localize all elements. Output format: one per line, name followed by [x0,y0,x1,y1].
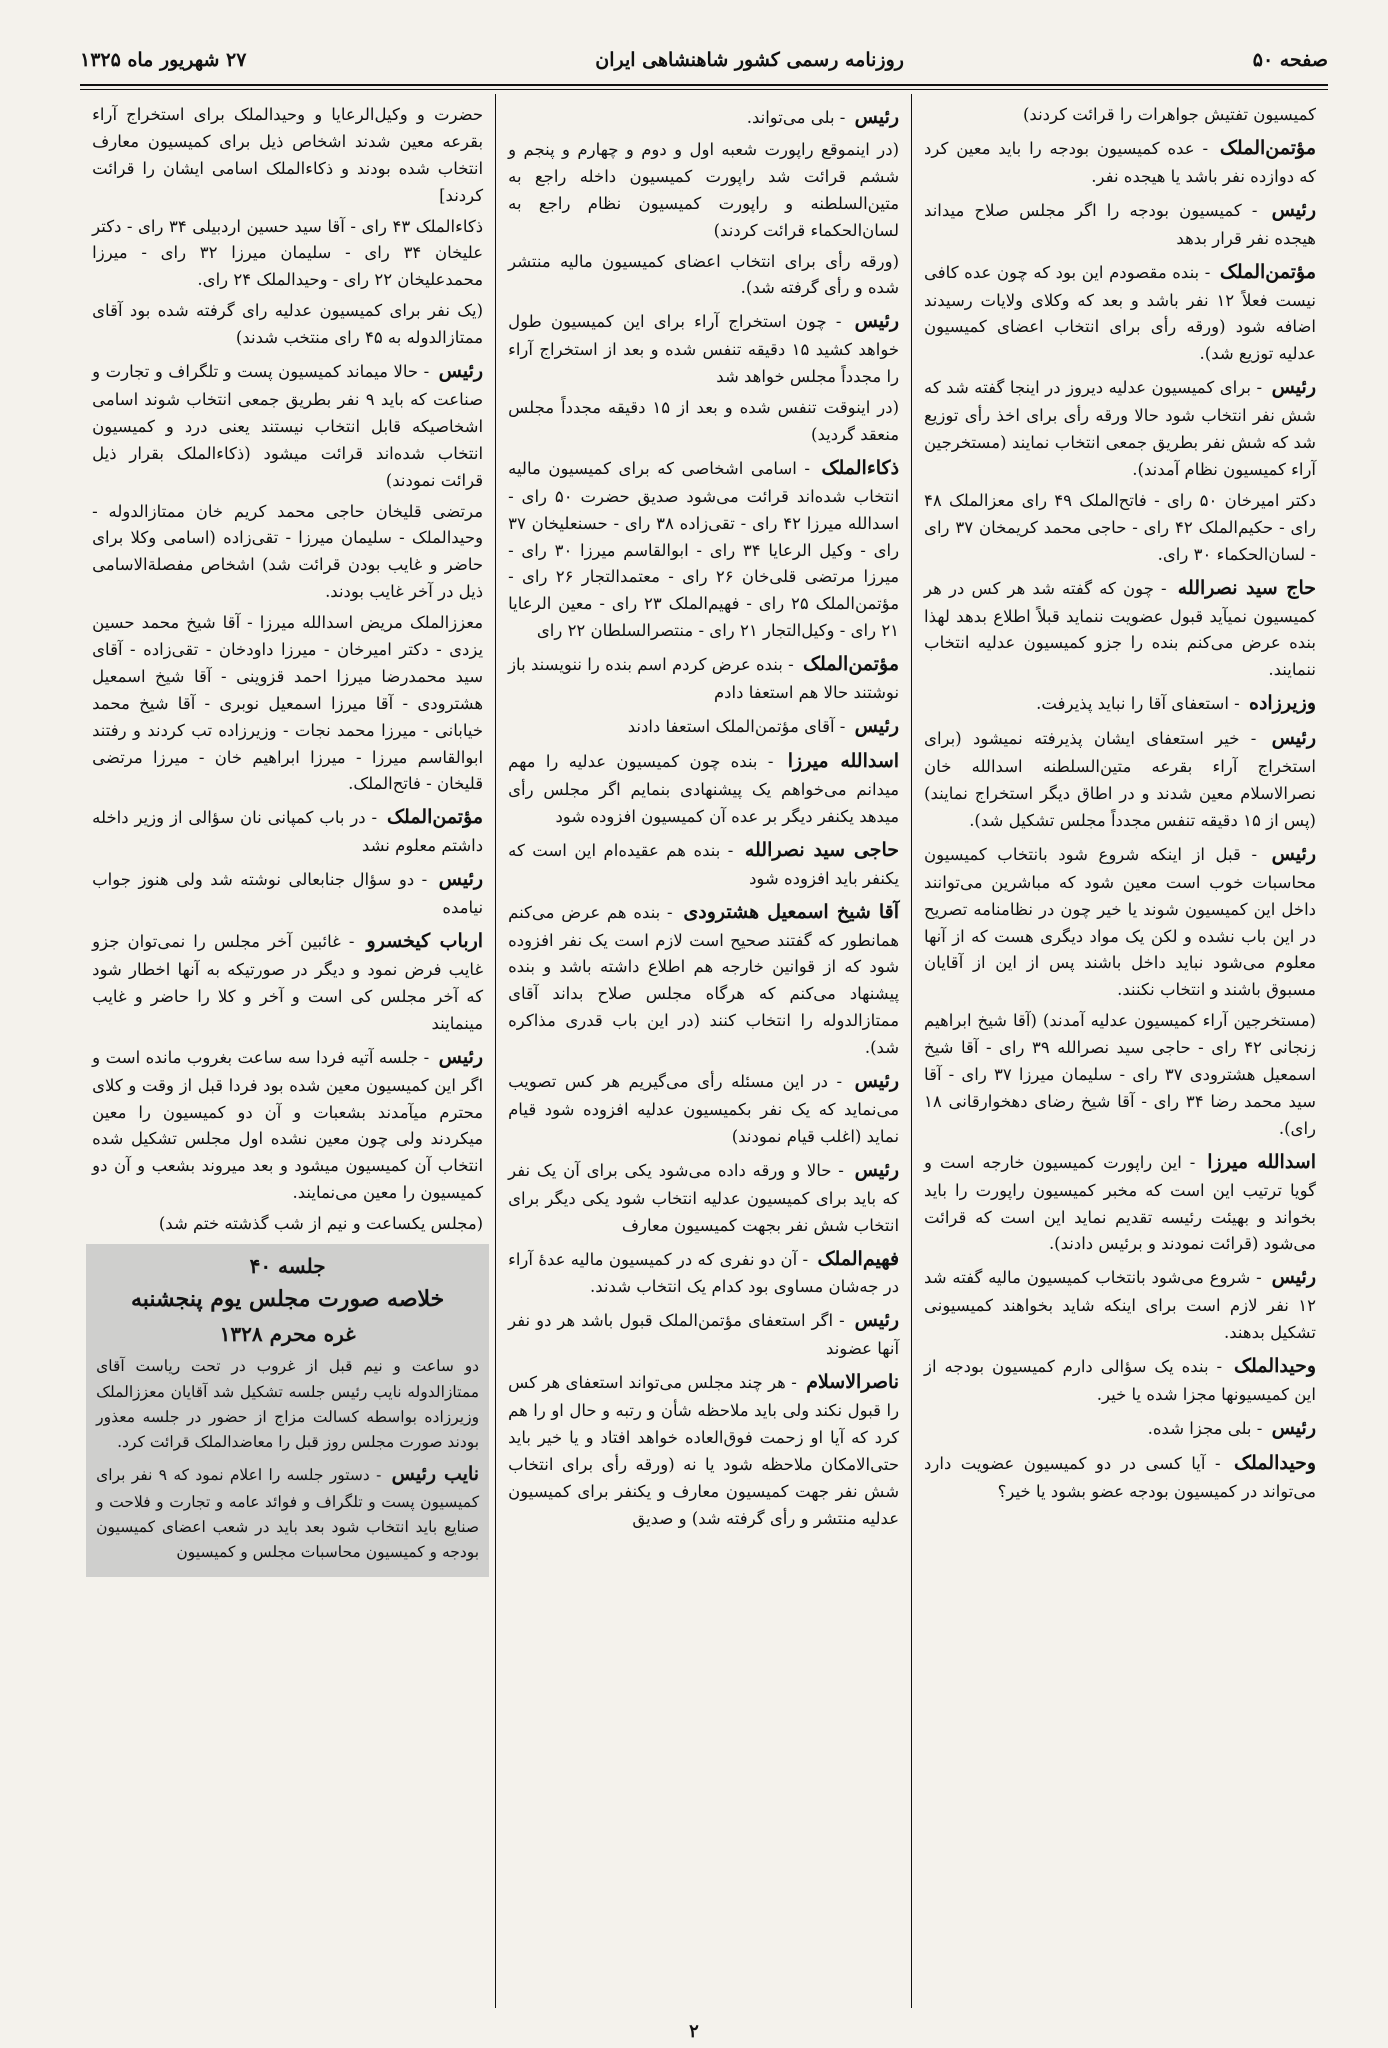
page-label: صفحه ۵۰ [1252,49,1328,71]
paragraph [924,839,1316,1004]
page-header [80,40,1328,80]
speaker-name: رئیس [1271,1266,1316,1289]
paragraph-text: - آقای مؤتمن‌الملک استعفا دادند [627,717,851,737]
paragraph [924,195,1316,253]
paragraph [924,1147,1316,1259]
paragraph-text: - جلسه آتیه فردا سه ساعت بغروب مانده است و اگر این کمیسیون معین شده بود فردا قبل از وقت و کلای محترم میآمدند بشعبات و آن دو کمیسیون را معین میکردند ولی چون معین نشده اول مجلس تشکیل شده انتخاب آن کمیسیون میشود و بعد میروند بشعب و آن دو کمیسیون را معین می‌نمایند. [92,1047,484,1203]
page-number: ۲ [689,2021,699,2042]
paragraph-text: - شروع می‌شود بانتخاب کمیسیون مالیه گفته شد ۱۲ نفر لازم است برای اینکه شاید بخواهند کمیسیونی تشکیل بدهند. [924,1268,1316,1343]
paragraph [924,1008,1316,1142]
paragraph [92,214,483,295]
paragraph [508,835,899,893]
paragraph-text: - برای کمیسیون عدلیه دیروز در اینجا گفته شد که شش نفر انتخاب شود حالا ورقه رأی برای اخذ رأی توزیع شد که شش نفر بطریق جمعی انتخاب نمایند (مستخرجین آراء کمیسیون نظام آمدند). [924,378,1316,479]
paragraph-text: (یک نفر برای کمیسیون عدلیه رای گرفته شده بود آقای ممتازالدوله به ۴۵ رای منتخب شدند) [92,301,484,348]
paragraph [508,649,899,707]
speaker-name: رئیس [854,310,900,333]
speaker-name: رئیس [438,868,484,891]
paragraph-text: (در اینوقت تنفس شده و بعد از ۱۵ دقیقه مجدداً مجلس منعقد گردید) [508,398,900,444]
paragraph [924,1262,1316,1347]
column-left-paragraphs [92,102,483,1238]
paragraph [924,1448,1316,1506]
speaker-name: رئیس [854,1070,900,1093]
paragraph-text: مرتضی قلیخان حاجی محمد کریم خان ممتازالدوله - وحیدالملک - سلیمان میرزا - تقی‌زاده (اسامی وکلا برای حاضر و غایب بودن قرائت شد) اشخاص مفصلةالاسامی ذیل در آخر غایب بودند. [92,501,484,602]
paragraph-text: حضرت و وکیل‌الرعایا و وحیدالملک برای استخراج آراء بقرعه معین شدند اشخاص ذیل برای کمیسیون معارف انتخاب شده بودند و ذکاءالملک اسامی ایشان را قرائت کردند] [92,105,484,205]
session-body: دو ساعت و نیم قبل از غروب در تحت ریاست آقای ممتازالدوله نایب رئیس جلسه تشکیل شد آقایان معززالملک وزیرزاده بواسطه کسالت مزاج از حضور در جلسه معذور بودند صورت مجلس روز قبل را معاضدالملک قرائت کرد. [96,1357,480,1451]
paragraph-text: (مستخرجین آراء کمیسیون عدلیه آمدند) (آقا شیخ ابراهیم زنجانی ۴۲ رای - حاجی سید نصرالله ۳۹ رای - آقا شیخ اسمعیل هشترودی ۳۷ رای - سلیمان میرزا ۳۷ رای - آقا سید محمد رضا ۳۴ رای - آقا شیخ رضای دهخوارقانی ۱۸ رای). [924,1011,1316,1138]
paragraph-text: - عده کمیسیون بودجه را باید معین کرد که دوازده نفر باشد یا هیجده نفر. [924,138,1316,186]
speaker-name: ناصرالاسلام [806,1371,900,1394]
speaker-name: رئیس [438,1045,484,1068]
paragraph-text: معززالملک مریض اسدالله میرزا - آقا شیخ محمد حسین یزدی - دکتر امیرخان - میرزا داودخان - تقی‌زاده - آقای سید محمدرضا میرزا احمد قزوینی - آقا شیخ اسمعیل هشترودی - آقا میرزا اسمعیل نوبری - آقا شیخ محمد خیابانی - میرزا محمد نجات - وزیرزاده تب کردند و رفتند ابوالقاسم میرزا - میرزا ابراهیم خان - میرزا مرتضی قلیخان - فاتح‌الملک. [92,613,484,794]
speaker-name: رئیس [1271,842,1316,865]
paragraph [508,102,899,133]
paragraph-text: - بنده یک سؤالی دارم کمیسیون بودجه از این کمیسیونها مجزا شده یا خیر. [924,1357,1316,1405]
paragraph [508,1305,899,1363]
paragraph-text: ذکاءالملک ۴۳ رای - آقا سید حسین اردبیلی ۳۴ رای - دکتر علیخان ۳۴ رای - سلیمان میرزا ۳۲ رای - میرزا محمدعلیخان ۲۲ رای - وحیدالملک ۲۴ رای. [92,216,484,290]
speaker-name: فهیم‌الملک [817,1247,900,1270]
speaker-name: رئیس [854,106,900,128]
speaker-name: حاجی سید نصرالله [744,838,900,861]
paragraph-text: - بنده عرض کردم اسم بنده را ننویسند باز نوشتند حالا هم استعفا دادم [508,655,900,703]
paragraph [508,453,899,645]
header-rule [80,84,1328,86]
speaker-name: وحیدالملک [1234,1355,1316,1378]
paragraph-text: - استعفای آقا را نباید پذیرفت. [1036,694,1245,714]
speaker-name: مؤتمن‌الملک [802,653,900,676]
paragraph [924,488,1316,569]
paragraph-text: - حالا میماند کمیسیون پست و تلگراف و تجارت و صناعت که باید ۹ نفر بطریق جمعی انتخاب شوند اسامی اشخاصیکه قابل انتخاب نیستند یعنی درد و کمیسیون انتخاب شده‌اند قرائت میشود (ذکاءالملک بقرار ذیل قرائت نمودند) [92,362,484,490]
paragraph [924,723,1316,835]
paragraph-text: (در اینموقع راپورت شعبه اول و دوم و چهارم و پنجم و ششم قرائت شد راپورت کمیسیون داخله راجع به متین‌السلطنه و راپورت کمیسیون نظام راجع به لسان‌الحکماء قرائت کردند) [508,139,900,240]
session-title: خلاصه صورت مجلس یوم پنجشنبه [130,1286,445,1313]
paragraph [508,1367,899,1532]
issue-date: ۲۷ شهریور ماه ۱۳۲۵ [80,49,247,71]
speaker-name: حاج سید نصرالله [1177,576,1317,599]
speaker-name: مؤتمن‌الملک [1219,136,1316,159]
paragraph-text: - این راپورت کمیسیون خارجه است و گویا ترتیب این است که مخبر کمیسیون راپورت را باید بخواند و بهیئت رئیسه تقدیم نماید این است که قرائت می‌شود (قرائت نمودند و برئیس دادند). [924,1152,1316,1254]
paragraph [92,1042,483,1207]
paragraph [92,499,483,607]
paragraph [92,864,483,922]
header-rule-thin [80,89,1328,90]
paragraph [508,1244,899,1302]
paragraph-text: - قبل از اینکه شروع شود بانتخاب کمیسیون محاسبات خوب است معین شود که مباشرین می‌توانند داخل این کمیسیون شوند یا خیر چون در نظامنامه تصریح در این باب نشده و لکن یک مواد دیگری هست که از آنها معلوم می‌شود نباید داخل باشند پس از این از آقایان مسبوق باشند و انتخاب نکنند. [924,844,1316,1000]
paragraph [924,372,1316,484]
paragraph-text: (ورقه رأی برای انتخاب اعضای کمیسیون مالیه منتشر شده و رأی گرفته شد). [508,251,900,298]
paragraph [508,897,899,1062]
speaker-name: آقا شیخ اسمعیل هشترودی [683,900,900,923]
paragraph-text: دکتر امیرخان ۵۰ رای - فاتح‌الملک ۴۹ رای معزالملک ۴۸ رای - حکیم‌الملک ۴۲ رای - حاجی محمد کریمخان ۳۷ رای - لسان‌الحکماء ۳۰ رای. [924,490,1316,564]
columns [80,94,1328,2008]
paragraph [92,926,483,1038]
speaker-name: رئیس [854,1309,900,1332]
session-closing-speaker: نایب رئیس [391,1462,480,1485]
paragraph-text: - بنده مقصودم این بود که چون عده کافی نیست فعلاً ۱۲ نفر باشد و بعد که وکلای ولایات رسیدند اضافه شود (ورقه رأی برای انتخاب اعضای کمیسیون عدلیه توزیع شد). [924,262,1316,364]
paragraph [508,395,899,449]
session-number: جلسه ۴۰ [249,1254,326,1279]
paragraph-text: - آن دو نفری که در کمیسیون مالیه عدهٔ آراء در جه‌شان مساوی بود کدام یک انتخاب شدند. [508,1249,900,1297]
paragraph [508,249,899,303]
paragraph-text: - بنده هم عرض می‌کنم همانطور که گفتند صحیح است لازم است یک نفر افزوده شود که از قوانین خارجه هم اطلاع داشته باشد و بنده پیشنهاد می‌کنم که هرگاه مجلس صلاح بداند آقای ممتازالدوله را انتخاب کنند (در این باب قدری مذاکره شد). [508,902,900,1058]
paragraph [924,133,1316,191]
session-closing-text: - دستور جلسه را اعلام نمود که ۹ نفر برای کمیسیون پست و تلگراف و فوائد عامه و تجارت و فلاحت و صنایع باید انتخاب شود بعد باید در شعب اعضای کمیسیون بودجه و کمیسیون محاسبات مجلس و کمیسیون [96,1465,480,1561]
session-closing [96,1459,479,1565]
paragraph [508,711,899,742]
paragraph [924,102,1316,129]
paragraph-text: - در باب کمپانی نان سؤالی از وزیر داخله داشتم معلوم نشد [92,808,484,856]
speaker-name: رئیس [1271,1416,1316,1439]
paragraph [924,1413,1316,1444]
paragraph-text: - اسامی اشخاصی که برای کمیسیون مالیه انتخاب شده‌اند قرائت می‌شود صدیق حضرت ۵۰ رای - اسدالله میرزا ۴۲ رای - تقی‌زاده ۳۸ رای - حسنعلیخان ۳۷ رای - وکیل الرعایا ۳۴ رای - ابوالقاسم میرزا ۳۰ رای - میرزا مرتضی قلی‌خان ۲۶ رای - معتمدالتجار ۲۶ رای - مؤتمن‌الملک ۲۵ رای - فهیم‌الملک ۲۳ رای - معین الرعایا ۲۱ رای - وکیل‌التجار ۲۱ رای - منتصرالسلطان ۲۲ رای [508,458,900,641]
speaker-name: ذکاءالملک [821,456,900,479]
speaker-name: رئیس [854,1158,900,1181]
speaker-name: وزیرزاده [1249,692,1316,715]
paragraph [508,746,899,831]
paragraph-text: - چون استخراج آراء برای این کمیسیون طول خواهد کشید ۱۵ دقیقه تنفس شده و بعد از استخراج آراء را مجدداً مجلس خواهد شد [508,312,900,387]
session-40-box [86,1244,489,1577]
paragraph-text: کمیسیون تفتیش جواهرات را قرائت کردند) [1022,105,1316,124]
paragraph-text: - چون که گفته شد هر کس در هر کمیسیون نمیآید قبول عضویت ننماید قبلاً اطلاع بدهد لهذا بنده عرض می‌کنم بنده را جزو کمیسیون عدلیه انتخاب ننمایند. [924,578,1316,680]
paragraph [508,137,899,245]
speaker-name: رئیس [438,360,484,383]
paragraph-text: (مجلس یکساعت و نیم از شب گذشته ختم شد) [158,1214,484,1234]
paragraph [92,610,483,798]
paragraph [508,1155,899,1240]
paragraph-text: - غائبین آخر مجلس را نمی‌توان جزو غایب فرض نمود و دیگر در صورتیکه به آنها اخطار شود که آخر مجلس کی است و آخر و کلا را حاضر و غایب مینمایند [92,932,484,1033]
paragraph [92,356,483,495]
paragraph [508,306,899,391]
speaker-name: مؤتمن‌الملک [387,806,484,829]
paragraph-text: - آیا کسی در دو کمیسیون عضویت دارد می‌تواند در کمیسیون بودجه عضو بشود یا خیر؟ [924,1453,1316,1501]
paragraph [92,1211,483,1238]
paragraph-text: - هر چند مجلس می‌تواند استعفای هر کس را قبول نکند ولی باید ملاحظه شأن و رتبه و حال او را هم کرد که آیا او زحمت فوق‌العاده خواهد افتاد و یا خیر باید حتی‌الامکان ملاحظه شود یا نه (ورقه رأی برای انتخاب شش نفر جهت کمیسیون معارف و یکنفر برای کمیسیون عدلیه منتشر و رأی گرفته شد) و صدیق [508,1373,900,1528]
speaker-name: رئیس [854,715,900,738]
speaker-name: رئیس [1271,198,1316,221]
speaker-name: وحیدالملک [1234,1451,1316,1474]
paragraph-text: - بنده چون کمیسیون عدلیه را مهم میدانم می‌خواهم یک پیشنهادی بنمایم اگر مجلس رأی میدهد یکنفر دیگر بر عده آن کمیسیون افزوده شود [508,751,900,826]
paragraph-text: - دو سؤال جنابعالی نوشته شد ولی هنوز جواب نیامده [92,870,484,918]
speaker-name: اسدالله میرزا [787,749,900,772]
speaker-name: رئیس [1271,376,1316,399]
paragraph-text: - اگر استعفای مؤتمن‌الملک قبول باشد هر دو نفر آنها عضوند [508,1311,900,1359]
speaker-name: مؤتمن‌الملک [1219,260,1316,283]
paragraph-text: - خیر استعفای ایشان پذیرفته نمیشود (برای استخراج آراء بقرعه متین‌السلطنه اسدالله خان نصرالاسلام معین شدند و در اطاق دیگر استخراج نمایند) (پس از ۱۵ دقیقه تنفس مجدداً مجلس تشکیل شد). [924,729,1316,830]
speaker-name: ارباب کیخسرو [366,930,484,953]
paragraph [924,688,1316,719]
paragraph-text: - بلی می‌تواند. [746,108,851,127]
paragraph-text: - در این مسئله رأی می‌گیریم هر کس تصویب می‌نماید که یک نفر بکمیسیون عدلیه افزوده شود قیام نماید (اغلب قیام نمودند) [508,1072,900,1146]
speaker-name: اسدالله میرزا [1207,1150,1316,1173]
speaker-name: رئیس [1271,727,1316,750]
paragraph-text: - حالا و ورقه داده می‌شود یکی برای آن یک نفر که باید برای کمیسیون عدلیه انتخاب شود یکی دیگر برای انتخاب شش نفر بجهت کمیسیون معارف [508,1160,900,1235]
column-left [80,94,496,2008]
paragraph [92,802,483,860]
session-date: غره محرم ۱۳۲۸ [219,1322,356,1347]
paragraph [92,102,483,210]
paragraph-text: - بنده هم عقیده‌ام این است که یکنفر باید افزوده شود [508,840,900,888]
paragraph-text: - بلی مجزا شده. [1147,1418,1268,1438]
newspaper-title: روزنامه رسمی کشور شاهنشاهی ایران [595,49,904,71]
paragraph [924,573,1316,685]
column-right [912,94,1328,2008]
paragraph [924,1351,1316,1409]
paragraph [924,257,1316,369]
paragraph [508,1066,899,1151]
paragraph [92,298,483,352]
paragraph-text: - کمیسیون بودجه را اگر مجلس صلاح میداند هیجده نفر قرار بدهد [924,200,1316,248]
column-middle [496,94,912,2008]
